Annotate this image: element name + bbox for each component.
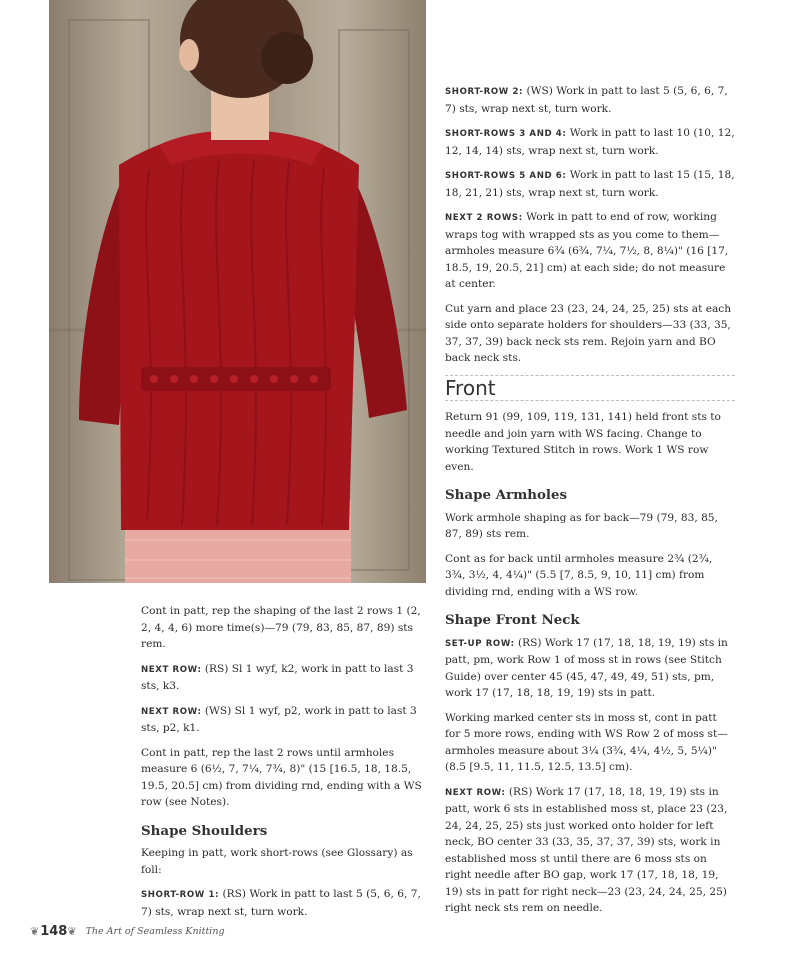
heading-shape-shoulders: Shape Shoulders (141, 822, 268, 839)
paragraph (445, 83, 735, 117)
instruction-label: NEXT ROW: (141, 706, 202, 717)
instruction-text: (WS) Work in patt to last 5 (5, 6, 6, 7, 7) sts, wrap next st, turn work. (445, 85, 728, 115)
paragraph: Cont in patt, rep the last 2 rows until armholes measure 6 (6½, 7, 7¼, 7¾, 8)" (15 [16.5, 18, 18.5, 19.5, 20.5] cm) from dividing rnd, ending with a WS row (see Notes). (141, 746, 422, 808)
laurel-left-icon: ❦ (30, 925, 40, 938)
heading-shape-front-neck: Shape Front Neck (445, 612, 580, 628)
paragraph (445, 125, 735, 159)
paragraph (445, 167, 735, 201)
instruction-label: SHORT-ROWS 5 AND 6: (445, 171, 567, 181)
paragraph: Work armhole shaping as for back—79 (79, 83, 85, 87, 89) sts rem. (445, 511, 718, 540)
paragraph: Cut yarn and place 23 (23, 24, 24, 25, 25) sts at each side onto separate holders for shoulders—33 (33, 35, 37, 37, 39) back neck sts rem. Rejoin yarn and BO back neck sts. (445, 302, 732, 364)
paragraph (141, 661, 431, 695)
heading-shape-armholes: Shape Armholes (445, 487, 568, 503)
paragraph (445, 635, 735, 702)
instruction-text: (RS) Work 17 (17, 18, 18, 19, 19) sts in patt, pm, work Row 1 of moss st in rows (see Stitch Guide) over center 45 (45, 47, 49, 49, 51) sts, pm, work 17 (17, 18, 18, 19, 19) sts in patt. (445, 636, 728, 699)
instruction-text: (WS) Sl 1 wyf, p2, work in patt to last 3 sts, p2, k1. (141, 704, 417, 734)
right-column (445, 83, 735, 925)
left-column (141, 603, 431, 928)
page-number: 148 (40, 924, 68, 939)
laurel-right-icon: ❦ (67, 925, 77, 938)
instruction-text: (RS) Sl 1 wyf, k2, work in patt to last 3 sts, k3. (141, 662, 414, 692)
instruction-label: NEXT 2 ROWS: (445, 213, 523, 223)
instruction-label: SHORT-ROW 2: (445, 87, 524, 97)
instruction-label: SET-UP ROW: (445, 638, 515, 649)
sweater-back-illustration (49, 0, 426, 583)
paragraph: Cont in patt, rep the shaping of the last 2 rows 1 (2, 2, 4, 4, 6) more time(s)—79 (79, 83, 85, 87, 89) sts rem. (141, 605, 421, 650)
instruction-label: SHORT-ROW 1: (141, 890, 220, 900)
instruction-text: (RS) Work in patt to last 5 (5, 6, 6, 7, 7) sts, wrap next st, turn work. (141, 888, 421, 918)
paragraph (445, 209, 735, 293)
paragraph: Keeping in patt, work short-rows (see Glossary) as foll: (141, 847, 413, 876)
paragraph: Working marked center sts in moss st, cont in patt for 5 more rows, ending with WS Row 2 of moss st—armholes measure about 3¼ (3¾, 4¼, 4½, 5, 5¼)" (8.5 [9.5, 11, 11.5, 12.5, 13.5] cm). (445, 711, 728, 773)
instruction-label: NEXT ROW: (141, 664, 202, 675)
book-title: The Art of Seamless Knitting (85, 926, 225, 937)
instruction-text: Work in patt to last 15 (15, 18, 18, 21, 21) sts, wrap next st, turn work. (445, 169, 735, 199)
paragraph (141, 703, 431, 737)
instruction-label: SHORT-ROWS 3 AND 4: (445, 129, 567, 139)
instruction-text: (RS) Work 17 (17, 18, 18, 19, 19) sts in patt, work 6 sts in established moss st, place 23 (23, 24, 24, 25, 25) sts just worked onto holder for left neck, BO center 33 (33, 35, 37, 37, 39) sts, work in established moss st until there are 6 moss sts on right needle after BO gap, work 17 (17, 18, 18, 19, 19) sts in patt for right neck—23 (23, 24, 24, 25, 25) right neck sts rem on needle. (445, 785, 728, 914)
paragraph (141, 886, 431, 920)
instruction-text: Work in patt to end of row, working wraps tog with wrapped sts as you come to them—armholes measure 6¾ (6¾, 7¼, 7½, 8, 8¼)" (16 [17, 18.5, 19, 20.5, 21] cm) at each side; do not measure at center. (445, 211, 729, 290)
instruction-label: NEXT ROW: (445, 787, 506, 798)
instruction-text: Work in patt to last 10 (10, 12, 12, 14, 14) sts, wrap next st, turn work. (445, 127, 735, 157)
paragraph (445, 784, 735, 917)
paragraph: Cont as for back until armholes measure 2¾ (2¾, 3¾, 3½, 4, 4¼)" (5.5 [7, 8.5, 9, 10, 11] cm) from dividing rnd, ending with a WS row. (445, 552, 713, 598)
photo (49, 0, 426, 583)
section-heading-front: Front (445, 375, 735, 402)
paragraph: Return 91 (99, 109, 119, 131, 141) held front sts to needle and join yarn with WS facing. Change to working Textured Stitch in rows. Work 1 WS row even. (445, 411, 721, 473)
page-footer (30, 924, 225, 939)
